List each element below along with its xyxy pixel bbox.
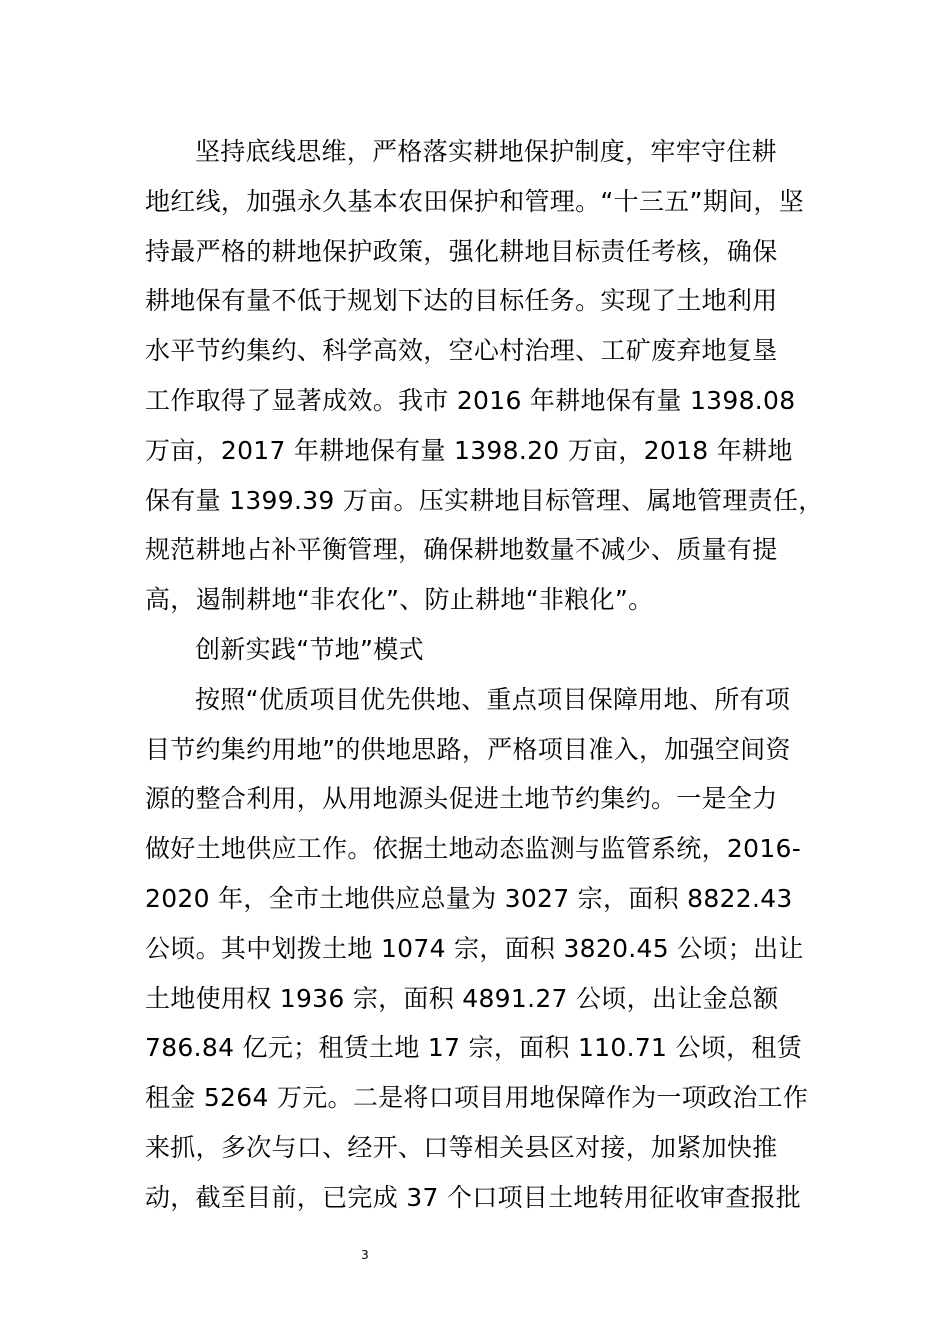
- paragraph-1-line-2: 地红线，加强永久基本农田保护和管理。“十三五”期间，坚: [145, 186, 805, 216]
- paragraph-2-line-11: 动，截至目前，已完成 37 个口项目土地转用征收审查报批: [145, 1182, 802, 1212]
- paragraph-2-line-2: 目节约集约用地”的供地思路，严格项目准入，加强空间资: [145, 734, 791, 764]
- body-text: [145, 127, 845, 1223]
- paragraph-1-line-4: 耕地保有量不低于规划下达的目标任务。实现了土地利用: [145, 286, 778, 316]
- paragraph-1-line-6: 工作取得了显著成效。我市 2016 年耕地保有量 1398.08: [145, 385, 796, 415]
- paragraph-2-line-1: 按照“优质项目优先供地、重点项目保障用地、所有项: [195, 684, 791, 714]
- section-heading: 创新实践“节地”模式: [195, 634, 424, 664]
- paragraph-2-line-7: 土地使用权 1936 宗，面积 4891.27 公顷，出让金总额: [145, 983, 779, 1013]
- paragraph-1-line-10: 高，遏制耕地“非农化”、防止耕地“非粮化”。: [145, 585, 654, 615]
- paragraph-1-line-7: 万亩，2017 年耕地保有量 1398.20 万亩，2018 年耕地: [145, 435, 793, 465]
- paragraph-2-line-6: 公顷。其中划拨土地 1074 宗，面积 3820.45 公顷；出让: [145, 933, 804, 963]
- paragraph-1-line-3: 持最严格的耕地保护政策，强化耕地目标责任考核，确保: [145, 236, 778, 266]
- paragraph-2-line-3: 源的整合利用，从用地源头促进土地节约集约。一是全力: [145, 784, 778, 814]
- paragraph-1-line-8: 保有量 1399.39 万亩。压实耕地目标管理、属地管理责任，: [145, 485, 824, 515]
- paragraph-2-line-8: 786.84 亿元；租赁土地 17 宗，面积 110.71 公顷，租赁: [145, 1033, 802, 1063]
- paragraph-2-line-9: 租金 5264 万元。二是将口项目用地保障作为一项政治工作: [145, 1083, 809, 1113]
- paragraph-2-line-4: 做好土地供应工作。依据土地动态监测与监管系统，2016-: [145, 834, 802, 864]
- paragraph-1-line-5: 水平节约集约、科学高效，空心村治理、工矿废弃地复垦: [145, 336, 778, 366]
- paragraph-2-line-5: 2020 年，全市土地供应总量为 3027 宗，面积 8822.43: [145, 883, 793, 913]
- page-number: 3: [361, 1248, 369, 1262]
- paragraph-1-line-1: 坚持底线思维，严格落实耕地保护制度，牢牢守住耕: [195, 137, 777, 166]
- paragraph-2-line-10: 来抓，多次与口、经开、口等相关县区对接，加紧加快推: [145, 1132, 778, 1162]
- paragraph-1-line-9: 规范耕地占补平衡管理，确保耕地数量不减少、质量有提: [145, 535, 778, 565]
